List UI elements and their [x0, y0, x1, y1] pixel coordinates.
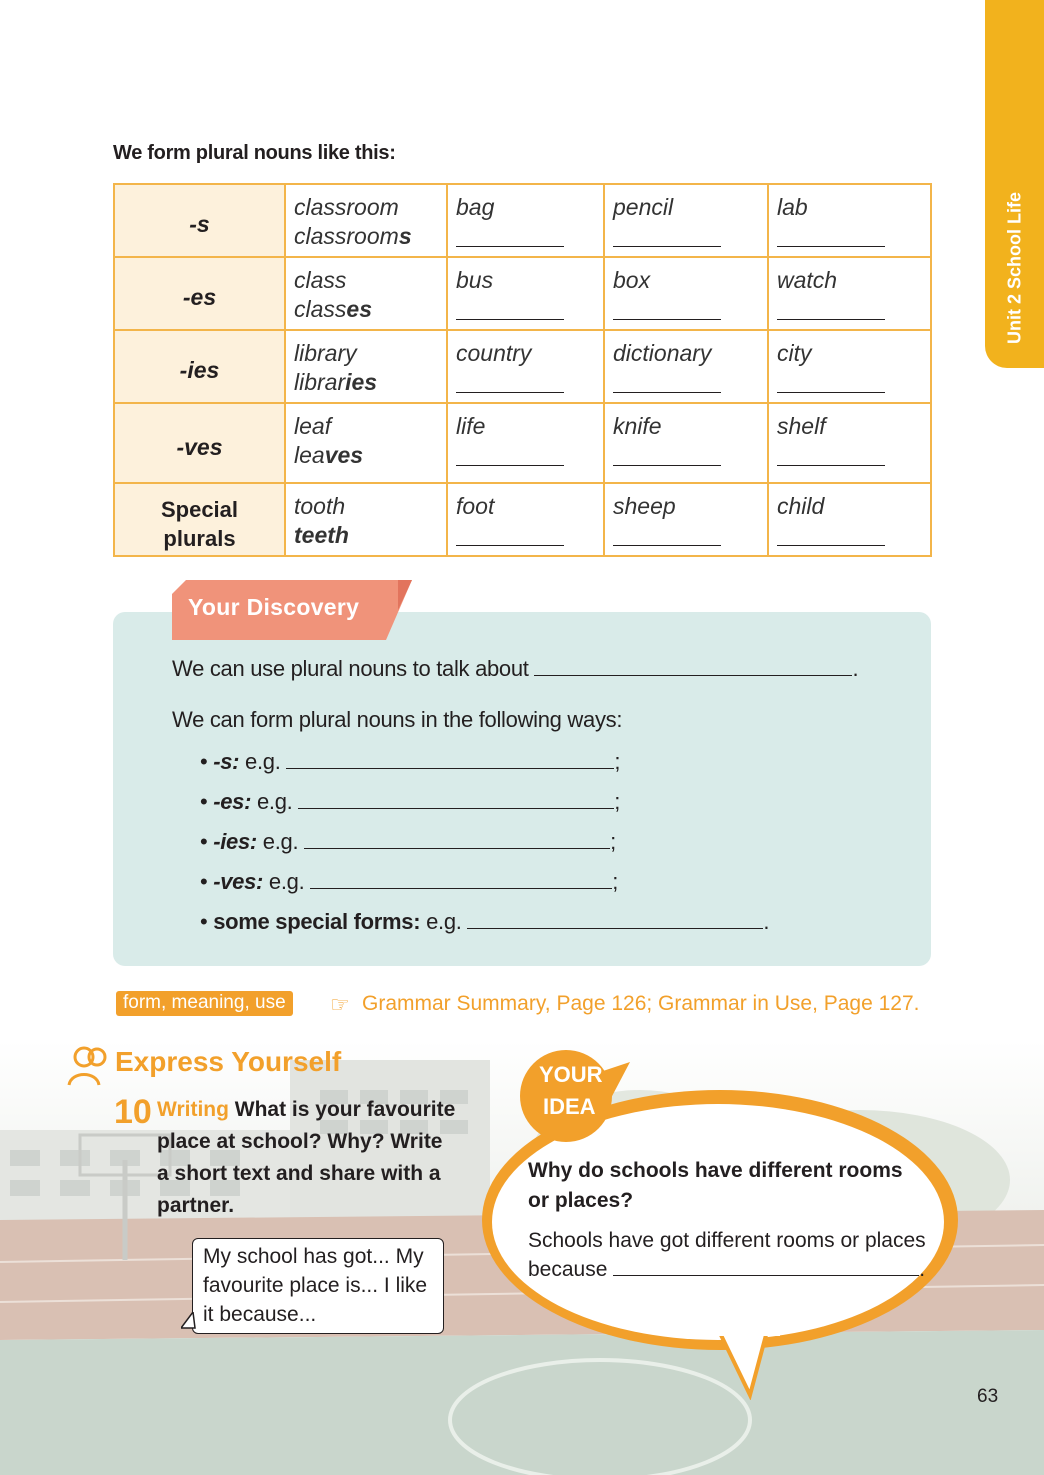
word-cell: [447, 257, 604, 330]
rule-label: -es: [114, 257, 285, 330]
table-row: [114, 257, 931, 330]
bullet-key: -ves:: [213, 869, 264, 894]
word: child: [777, 493, 825, 519]
example-plural-suffix: ves: [324, 442, 364, 468]
word: sheep: [613, 493, 676, 519]
word-cell: [447, 330, 604, 403]
your-idea-answer-end: .: [919, 1258, 926, 1281]
word: shelf: [777, 413, 826, 439]
bullet-eg: e.g.: [268, 869, 305, 894]
example-cell: [285, 330, 447, 403]
example-plural-stem: librar: [294, 369, 346, 395]
example-plural-suffix: s: [398, 223, 412, 249]
discovery-line-1-end: .: [852, 656, 859, 681]
answer-blank[interactable]: [456, 372, 564, 393]
your-idea-answer: [528, 1226, 928, 1284]
answer-blank[interactable]: [613, 299, 721, 320]
example-singular: library: [294, 340, 357, 366]
example-plural-suffix: es: [346, 296, 372, 322]
answer-blank[interactable]: [613, 226, 721, 247]
express-yourself-title: Express Yourself: [115, 1046, 342, 1077]
answer-blank[interactable]: [304, 830, 610, 849]
people-icon: [66, 1045, 112, 1087]
word-cell: [768, 330, 931, 403]
word-cell: [604, 257, 768, 330]
word: bus: [456, 267, 494, 293]
example-plural-suffix: ies: [345, 369, 378, 395]
discovery-bullet: [200, 789, 620, 815]
word: country: [456, 340, 532, 366]
answer-blank[interactable]: [310, 870, 612, 889]
answer-blank[interactable]: [456, 226, 564, 247]
bullet-eg: e.g.: [245, 749, 281, 774]
bullet-end: ;: [610, 829, 616, 854]
discovery-title: Your Discovery: [188, 594, 360, 620]
your-idea-badge-line2: IDEA: [543, 1094, 596, 1119]
example-plural-suffix: teeth: [294, 522, 349, 548]
unit-side-tab-label: Unit 2 School Life: [1004, 191, 1025, 345]
bullet-dot: •: [200, 789, 208, 814]
page-number: 63: [977, 1386, 999, 1407]
answer-blank[interactable]: [777, 372, 885, 393]
bullet-end: ;: [614, 749, 621, 774]
answer-blank[interactable]: [613, 525, 721, 546]
pointing-hand-icon: ☞: [330, 992, 350, 1017]
bullet-dot: •: [200, 829, 208, 854]
discovery-bullet: [200, 869, 618, 895]
exercise-prompt-text: What is your favourite place at school? Why? Write a short text and share with a partner.: [157, 1098, 456, 1217]
form-meaning-use-tag: form, meaning, use: [116, 991, 293, 1016]
table-row: [114, 403, 931, 483]
bullet-end: .: [763, 909, 770, 934]
example-cell: [285, 184, 447, 257]
answer-blank[interactable]: [613, 1257, 919, 1276]
discovery-line-1: [172, 656, 858, 682]
answer-blank[interactable]: [298, 790, 614, 809]
word-cell: [447, 184, 604, 257]
answer-blank[interactable]: [534, 657, 852, 676]
bullet-key: -ies:: [213, 829, 257, 854]
word-cell: [604, 184, 768, 257]
table-row: [114, 330, 931, 403]
word: foot: [456, 493, 495, 519]
word: watch: [777, 267, 838, 293]
word: dictionary: [613, 340, 712, 366]
answer-blank[interactable]: [456, 525, 564, 546]
answer-blank[interactable]: [613, 372, 721, 393]
word-cell: [604, 483, 768, 556]
example-singular: classroom: [294, 194, 399, 220]
rule-label: -ies: [114, 330, 285, 403]
answer-blank[interactable]: [613, 445, 721, 466]
answer-blank[interactable]: [467, 910, 763, 929]
word-cell: [768, 483, 931, 556]
answer-blank[interactable]: [456, 445, 564, 466]
example-singular: class: [294, 267, 347, 293]
bullet-end: ;: [612, 869, 619, 894]
example-plural-stem: classroom: [294, 223, 399, 249]
grammar-reference-link[interactable]: Grammar Summary, Page 126; Grammar in Use, Page 127.: [362, 992, 920, 1015]
bullet-key: -s:: [213, 749, 240, 774]
your-idea-badge-line1: YOUR: [539, 1062, 603, 1087]
word: knife: [613, 413, 662, 439]
example-singular: tooth: [294, 493, 346, 519]
answer-blank[interactable]: [456, 299, 564, 320]
discovery-bullet: [200, 909, 769, 935]
example-singular: leaf: [294, 413, 332, 439]
word-cell: [447, 483, 604, 556]
word: lab: [777, 194, 808, 220]
example-plural-stem: lea: [294, 442, 325, 468]
word: life: [456, 413, 486, 439]
discovery-bullet: [200, 749, 620, 775]
answer-blank[interactable]: [777, 226, 885, 247]
bullet-eg: e.g.: [256, 789, 293, 814]
word: pencil: [613, 194, 674, 220]
rule-label: -ves: [114, 403, 285, 483]
bubble-tail: [181, 1312, 199, 1332]
your-idea-answer-start: Schools have got different rooms or places because: [528, 1229, 926, 1281]
bullet-dot: •: [200, 909, 208, 934]
bullet-eg: e.g.: [426, 909, 462, 934]
your-idea-question: Why do schools have different rooms or places?: [528, 1159, 903, 1212]
exercise-number: 10: [114, 1093, 152, 1131]
word-cell: [768, 257, 931, 330]
bullet-key: -es:: [213, 789, 252, 814]
table-row: [114, 184, 931, 257]
sentence-starter-text: My school has got... My favourite place is... I like it because...: [203, 1245, 428, 1326]
example-cell: [285, 483, 447, 556]
rule-label: -s: [114, 184, 285, 257]
bullet-end: ;: [614, 789, 621, 814]
bullet-eg: e.g.: [262, 829, 299, 854]
word-cell: [768, 403, 931, 483]
example-cell: [285, 403, 447, 483]
exercise-label: Writing: [157, 1098, 229, 1121]
plural-nouns-table: [113, 183, 932, 557]
word-cell: [604, 403, 768, 483]
discovery-line-1-text: We can use plural nouns to talk about: [172, 656, 529, 681]
exercise-prompt: [157, 1094, 457, 1222]
answer-blank[interactable]: [777, 299, 885, 320]
bullet-dot: •: [200, 869, 208, 894]
table-row: [114, 483, 931, 556]
word: city: [777, 340, 812, 366]
word-cell: [768, 184, 931, 257]
word-cell: [604, 330, 768, 403]
discovery-bullet: [200, 829, 616, 855]
example-cell: [285, 257, 447, 330]
word-cell: [447, 403, 604, 483]
bullet-dot: •: [200, 749, 208, 774]
rule-label: Special plurals: [114, 483, 285, 556]
word: bag: [456, 194, 495, 220]
discovery-line-2: We can form plural nouns in the following ways:: [172, 707, 623, 732]
bullet-key: some special forms:: [213, 909, 421, 934]
section-heading: We form plural nouns like this:: [113, 142, 396, 164]
answer-blank[interactable]: [777, 525, 885, 546]
answer-blank[interactable]: [286, 750, 614, 769]
word: box: [613, 267, 651, 293]
example-plural-stem: class: [294, 296, 347, 322]
answer-blank[interactable]: [777, 445, 885, 466]
